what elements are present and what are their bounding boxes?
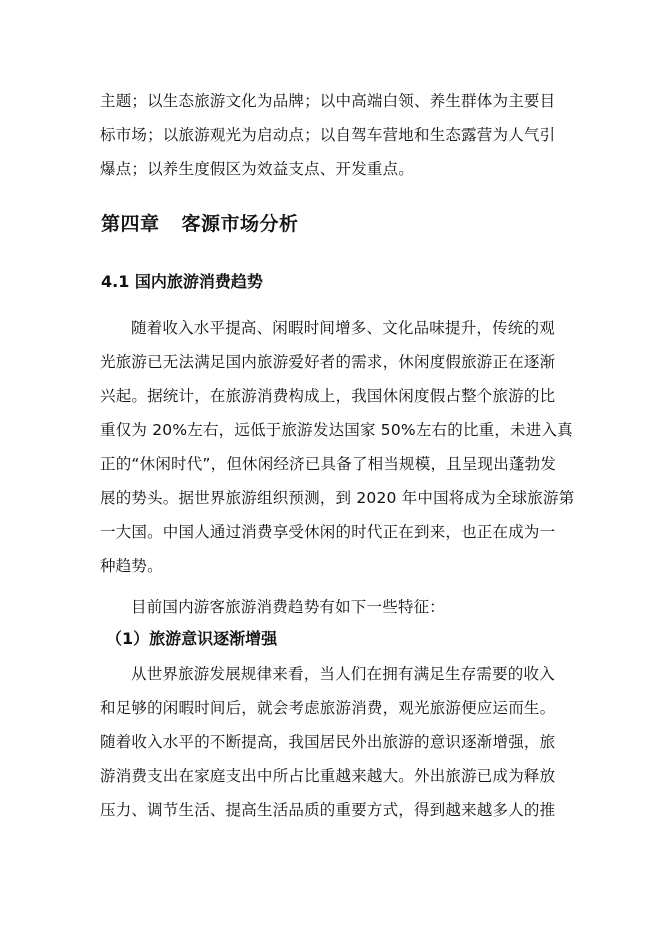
- para3-line-3: 随着收入水平的不断提高，我国居民外出旅游的意识逐渐增强，旅: [100, 733, 556, 751]
- paragraph-consumption-trend: [100, 311, 575, 583]
- para1-line-6: 展的势头。据世界旅游组织预测，到 2020 年中国将成为全球旅游第: [100, 489, 575, 507]
- paragraph-travel-awareness: [100, 657, 570, 827]
- subsection-heading: （1）旅游意识逐渐增强: [106, 629, 278, 648]
- intro-line-2: 标市场；以旅游观光为启动点；以自驾车营地和生态露营为人气引: [100, 126, 556, 144]
- section-heading: 4.1 国内旅游消费趋势: [101, 272, 263, 291]
- para1-line-4: 重仅为 20%左右，远低于旅游发达国家 50%左右的比重，未进入真: [100, 421, 573, 439]
- para3-line-4: 游消费支出在家庭支出中所占比重越来越大。外出旅游已成为释放: [100, 767, 556, 785]
- intro-line-1: 主题；以生态旅游文化为品牌；以中高端白领、养生群体为主要目: [100, 92, 556, 110]
- paragraph-features-intro: [100, 590, 570, 624]
- intro-line-3: 爆点；以养生度假区为效益支点、开发重点。: [100, 160, 415, 178]
- para1-line-1: 随着收入水平提高、闲暇时间增多、文化品味提升，传统的观: [131, 319, 555, 337]
- chapter-number: 第四章: [101, 213, 160, 235]
- chapter-heading: [101, 206, 299, 242]
- para1-line-3: 兴起。据统计，在旅游消费构成上，我国休闲度假占整个旅游的比: [100, 387, 556, 405]
- para1-line-8: 种趋势。: [100, 557, 163, 575]
- intro-paragraph: [100, 84, 570, 186]
- para3-line-1: 从世界旅游发展规律来看，当人们在拥有满足生存需要的收入: [131, 665, 555, 683]
- para3-line-2: 和足够的闲暇时间后，就会考虑旅游消费，观光旅游便应运而生。: [100, 699, 556, 717]
- chapter-title: 客源市场分析: [181, 213, 299, 235]
- para1-line-2: 光旅游已无法满足国内旅游爱好者的需求，休闲度假旅游正在逐渐: [100, 353, 556, 371]
- para1-line-7: 一大国。中国人通过消费享受休闲的时代正在到来，也正在成为一: [100, 523, 556, 541]
- para2-line-1: 目前国内游客旅游消费趋势有如下一些特征：: [131, 598, 446, 616]
- para1-line-5: 正的“休闲时代”，但休闲经济已具备了相当规模，且呈现出蓬勃发: [100, 455, 557, 473]
- para3-line-5: 压力、调节生活、提高生活品质的重要方式，得到越来越多人的推: [100, 801, 556, 819]
